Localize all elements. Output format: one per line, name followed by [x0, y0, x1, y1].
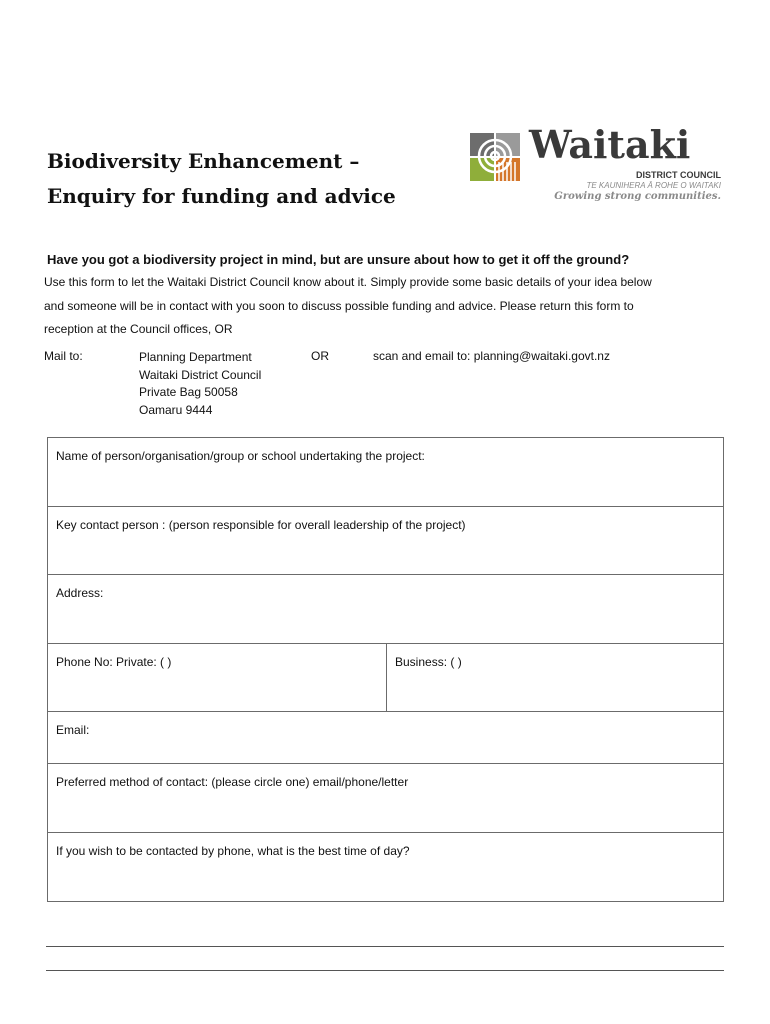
address-line-1: Planning Department	[139, 350, 252, 364]
intro-line-3: reception at the Council offices, OR	[44, 322, 233, 336]
email-field-label: Email:	[56, 723, 90, 737]
email-field-row[interactable]	[48, 712, 723, 764]
title-line-1: Biodiversity Enhancement –	[47, 149, 360, 173]
name-field-label: Name of person/organisation/group or school undertaking the project:	[56, 449, 425, 463]
council-emblem-icon	[469, 132, 521, 182]
phone-business-label: Business: ( )	[395, 655, 462, 669]
phone-private-label: Phone No: Private: ( )	[56, 655, 172, 669]
intro-question: Have you got a biodiversity project in mind, but are unsure about how to get it off the ground?	[47, 252, 630, 267]
mail-to-label: Mail to:	[44, 349, 83, 363]
logo-council-text: DISTRICT COUNCIL	[636, 170, 721, 180]
name-field-row[interactable]	[48, 438, 723, 507]
enquiry-form-table	[47, 437, 724, 902]
preferred-contact-field-label: Preferred method of contact: (please circle one) email/phone/letter	[56, 775, 409, 789]
phone-private-field[interactable]	[48, 644, 387, 711]
mail-address	[139, 349, 261, 419]
logo-wordmark: Waitaki	[529, 122, 691, 167]
intro-paragraph	[44, 271, 734, 342]
page-title	[47, 144, 457, 214]
address-line-4: Oamaru 9444	[139, 402, 213, 417]
phone-business-field[interactable]	[387, 644, 723, 711]
answer-line-1[interactable]	[46, 946, 724, 947]
address-field-row[interactable]	[48, 575, 723, 644]
phone-field-row	[48, 644, 723, 712]
logo-maori-text: TE KAUNIHERA Ā ROHE O WAITAKI	[586, 181, 721, 190]
address-field-label: Address:	[56, 586, 104, 600]
intro-line-2: and someone will be in contact with you soon to discuss possible funding and advice. Please return this form to	[44, 298, 634, 313]
address-line-2: Waitaki District Council	[139, 367, 262, 382]
preferred-contact-field-row[interactable]	[48, 764, 723, 833]
title-line-2: Enquiry for funding and advice	[47, 184, 396, 208]
intro-line-1: Use this form to let the Waitaki District Council know about it. Simply provide some basic details of your idea below	[44, 275, 652, 289]
logo-tagline: Growing strong communities.	[554, 191, 721, 202]
answer-line-2[interactable]	[46, 970, 724, 971]
scan-email-text: scan and email to: planning@waitaki.govt.nz	[373, 349, 610, 363]
contact-person-field-row[interactable]	[48, 507, 723, 575]
contact-person-field-label: Key contact person : (person responsible for overall leadership of the project)	[56, 518, 466, 532]
address-line-3: Private Bag 50058	[139, 385, 238, 399]
best-time-field-label: If you wish to be contacted by phone, what is the best time of day?	[56, 844, 410, 858]
mail-or-text: OR	[311, 349, 329, 363]
best-time-field-row[interactable]	[48, 833, 723, 901]
waitaki-logo	[469, 122, 721, 208]
